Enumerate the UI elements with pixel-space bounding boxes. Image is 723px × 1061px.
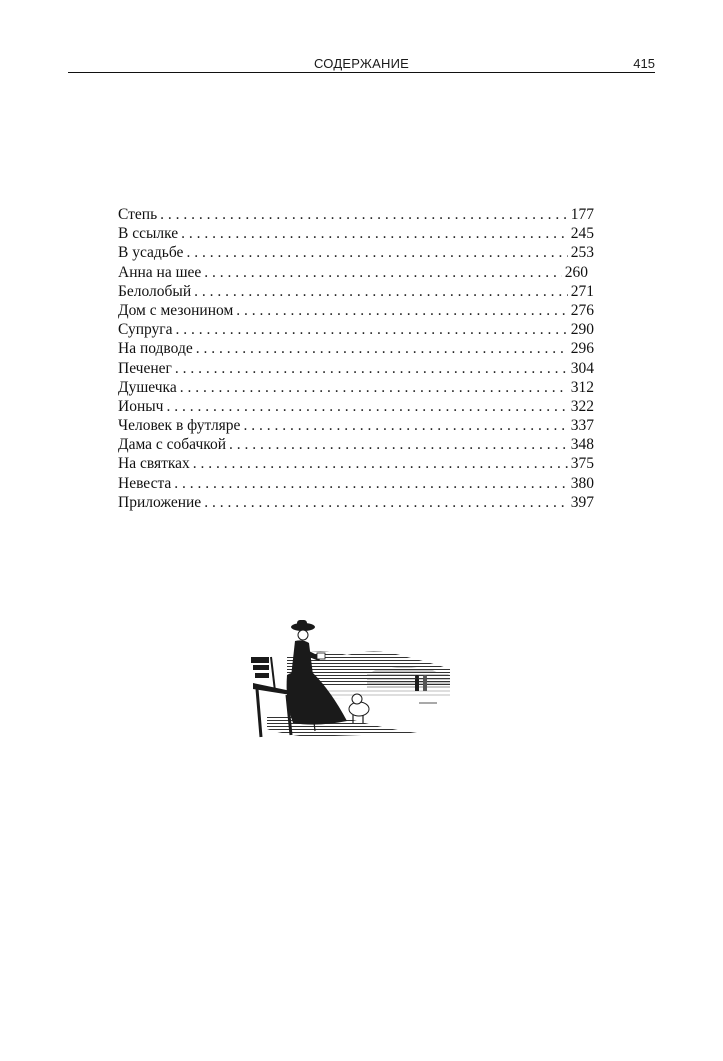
toc-entry [118, 243, 594, 262]
toc-title: Приложение [118, 493, 202, 511]
toc-leader [229, 435, 568, 454]
toc-entry [118, 454, 594, 473]
toc-leader [236, 301, 567, 320]
toc-title: Дом с мезонином [118, 301, 234, 319]
toc-entry [118, 282, 594, 301]
illustration [247, 617, 453, 741]
toc-entry [118, 416, 594, 435]
table-of-contents [118, 205, 594, 512]
toc-title: Степь [118, 206, 158, 223]
toc-leader [180, 378, 568, 397]
toc-page: 375 [570, 455, 594, 473]
toc-leader [243, 416, 567, 435]
toc-entry [118, 397, 594, 416]
toc-page: 312 [570, 378, 594, 396]
toc-title: Анна на шее [118, 263, 202, 281]
toc-title: На подводе [118, 340, 193, 358]
toc-leader [181, 224, 568, 243]
toc-leader [186, 243, 567, 262]
toc-leader [204, 263, 561, 282]
running-title: СОДЕРЖАНИЕ [313, 56, 409, 71]
toc-entry [118, 301, 594, 320]
toc-title: Печенег [118, 359, 172, 377]
toc-page: 348 [570, 436, 594, 454]
toc-page: 322 [570, 397, 594, 415]
toc-leader [196, 339, 568, 358]
toc-entry [118, 205, 594, 224]
toc-leader [176, 320, 568, 339]
toc-title: На святках [118, 455, 190, 473]
toc-leader [175, 359, 568, 378]
toc-page: 253 [570, 244, 594, 262]
toc-title: Человек в футляре [118, 417, 241, 435]
toc-title: Невеста [118, 474, 172, 492]
toc-page: 380 [570, 474, 594, 492]
toc-leader [193, 454, 568, 473]
toc-page: 260 [564, 263, 588, 281]
toc-entry [118, 493, 594, 512]
toc-leader [204, 493, 568, 512]
running-head [68, 54, 655, 72]
toc-title: Белолобый [118, 282, 192, 300]
page-number: 415 [633, 56, 655, 71]
toc-title: Супруга [118, 321, 173, 339]
toc-entry [118, 339, 594, 358]
toc-title: Ионыч [118, 397, 164, 415]
toc-entry [118, 224, 594, 243]
toc-title: В ссылке [118, 225, 179, 243]
toc-page: 177 [570, 206, 594, 223]
toc-title: В усадьбе [118, 244, 184, 262]
toc-title: Душечка [118, 378, 177, 396]
toc-page: 337 [570, 417, 594, 435]
toc-page: 271 [570, 282, 594, 300]
toc-page: 245 [570, 225, 594, 243]
toc-title: Дама с собачкой [118, 436, 227, 454]
toc-leader [166, 397, 567, 416]
header-rule [68, 72, 655, 73]
toc-entry [118, 263, 594, 282]
toc-leader [194, 282, 568, 301]
toc-page: 304 [570, 359, 594, 377]
toc-entry [118, 474, 594, 493]
toc-entry [118, 359, 594, 378]
toc-leader [160, 205, 568, 224]
toc-page: 296 [570, 340, 594, 358]
toc-entry [118, 435, 594, 454]
toc-page: 290 [570, 321, 594, 339]
toc-page: 397 [570, 493, 594, 511]
lady-with-dog-engraving [247, 617, 453, 741]
toc-leader [174, 474, 567, 493]
toc-entry [118, 378, 594, 397]
toc-page: 276 [570, 301, 594, 319]
toc-entry [118, 320, 594, 339]
